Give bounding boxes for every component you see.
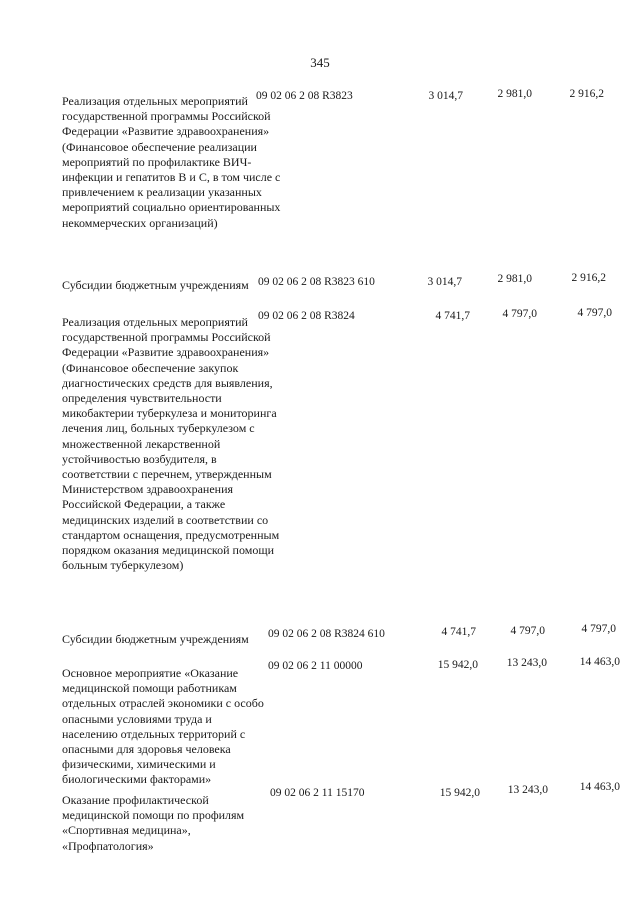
row-value-1: 15 942,0 (437, 659, 478, 671)
row-value-3: 2 916,2 (571, 272, 606, 284)
row-description: Реализация отдельных мероприятий государственной программы Российской Федерации «Развитие здравоохранения» (Финансовое обеспечение закупок диагностических средств для выявления, определения чувствительности микобактерии туберкулеза и мониторинга лечения лиц, больных туберкулезом с множественной лекарственной устойчивостью возбудителя, в соответствии с перечнем, утвержденным Министерством здравоохранения Российской Федерации, а также медицинских изделий в соответствии со стандартом оснащения, предусмотренным порядком оказания медицинской помощи больным туберкулезом) (62, 315, 280, 573)
row-value-2: 2 981,0 (497, 273, 532, 285)
row-code: 09 02 06 2 08 R3823 (256, 90, 353, 102)
row-value-2: 13 243,0 (507, 784, 548, 796)
row-code: 09 02 06 2 11 00000 (268, 660, 363, 672)
row-code: 09 02 06 2 11 15170 (270, 787, 365, 799)
row-value-2: 4 797,0 (510, 625, 545, 637)
row-description: Основное мероприятие «Оказание медицинской помощи работникам отдельных отраслей экономики с особо опасными условиями труда и населению отдельных территорий с опасными для здоровья человека физическими, химическими и биологическими факторами» (62, 666, 264, 787)
row-value-3: 14 463,0 (579, 656, 620, 668)
row-description: Реализация отдельных мероприятий государственной программы Российской Федерации «Развитие здравоохранения» (Финансовое обеспечение реализации мероприятий по профилактике ВИЧ-инфекции и гепатитов В и С, в том числе с привлечением к реализации указанных мероприятий социально ориентированных некоммерческих организаций) (62, 94, 281, 230)
row-code: 09 02 06 2 08 R3824 (258, 310, 355, 322)
row-value-3: 4 797,0 (577, 307, 612, 319)
row-value-2: 4 797,0 (502, 308, 537, 320)
row-code: 09 02 06 2 08 R3823 610 (258, 276, 375, 288)
row-value-3: 14 463,0 (579, 781, 620, 793)
row-value-2: 2 981,0 (497, 88, 532, 100)
row-value-1: 15 942,0 (439, 787, 480, 799)
row-value-1: 4 741,7 (435, 310, 470, 322)
row-value-3: 4 797,0 (581, 623, 616, 635)
row-value-1: 3 014,7 (428, 90, 463, 102)
row-value-1: 4 741,7 (441, 626, 476, 638)
row-value-1: 3 014,7 (427, 276, 462, 288)
row-description: Субсидии бюджетным учреждениям (62, 278, 249, 292)
row-description: Субсидии бюджетным учреждениям (62, 632, 249, 646)
row-value-3: 2 916,2 (569, 88, 604, 100)
row-value-2: 13 243,0 (506, 657, 547, 669)
row-code: 09 02 06 2 08 R3824 610 (268, 628, 385, 640)
row-description: Оказание профилактической медицинской помощи по профилям «Спортивная медицина», «Профпатология» (62, 793, 245, 853)
page-number: 345 (310, 55, 330, 70)
